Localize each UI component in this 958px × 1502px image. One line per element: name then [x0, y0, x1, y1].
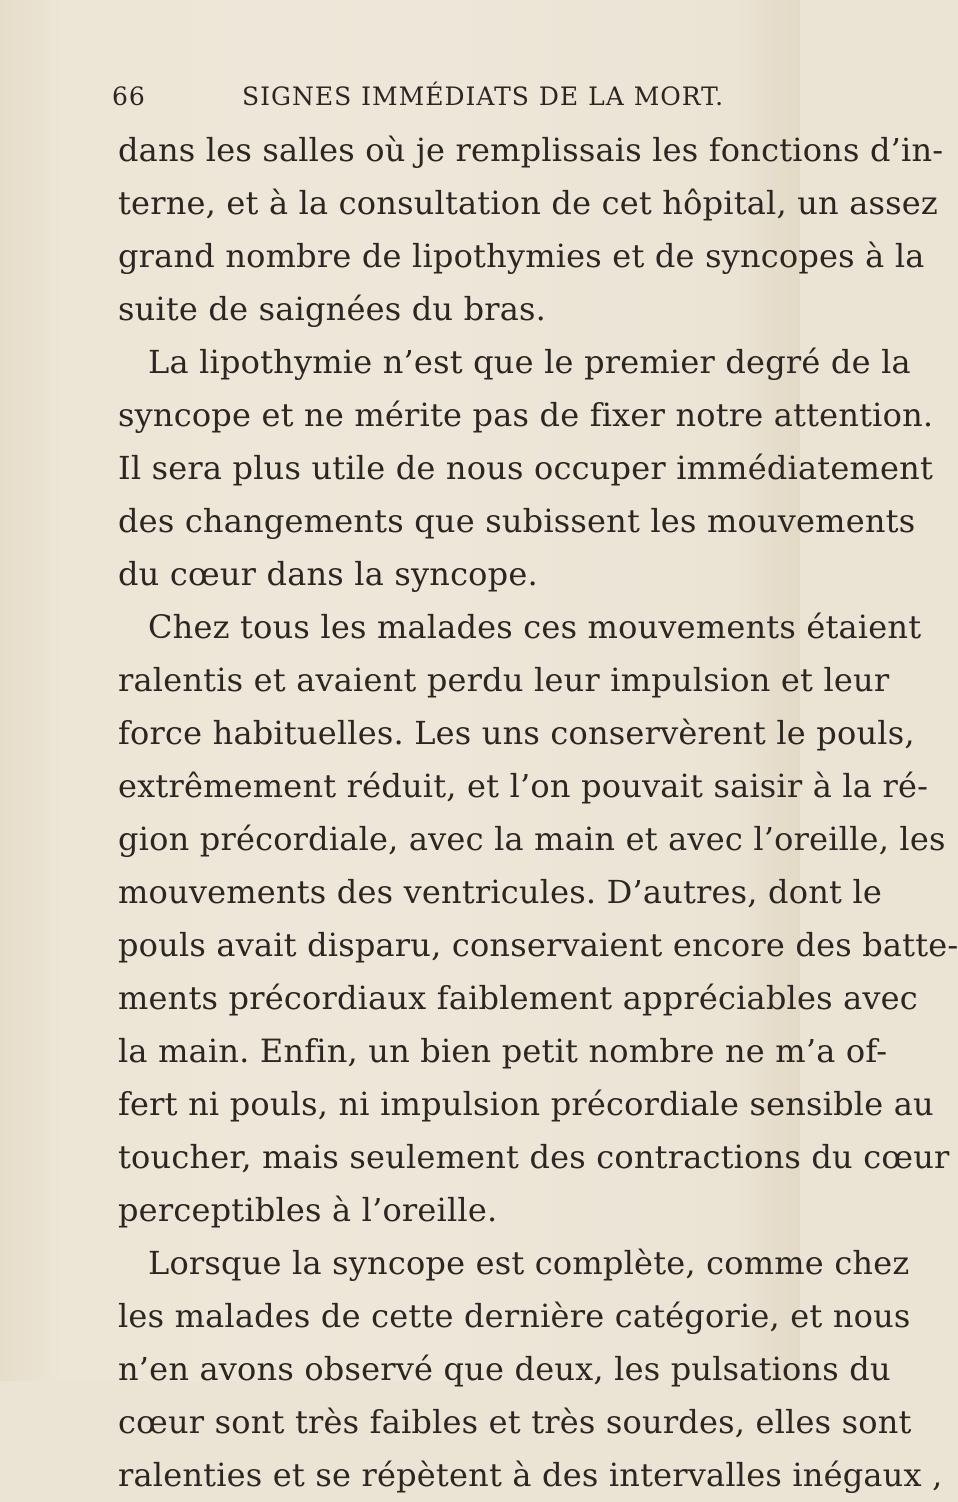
text-line: ralentis et avaient perdu leur impulsion et leur — [118, 661, 890, 699]
text-line: perceptibles à l’oreille. — [118, 1191, 498, 1229]
text-line: pouls avait disparu, conservaient encore des batte- — [118, 926, 958, 964]
text-line: fert ni pouls, ni impulsion précordiale sensible au — [118, 1085, 934, 1123]
text-line: des changements que subissent les mouvements — [118, 502, 916, 540]
text-line: ments précordiaux faiblement appréciables avec — [118, 979, 918, 1017]
text-line: mouvements des ventricules. D’autres, dont le — [118, 873, 883, 911]
text-line: du cœur dans la syncope. — [118, 555, 538, 593]
paragraph-start-line: La lipothymie n’est que le premier degré de la — [148, 343, 911, 381]
text-line: gion précordiale, avec la main et avec l’oreille, les — [118, 820, 946, 858]
paragraph-start-line: Lorsque la syncope est complète, comme chez — [148, 1244, 910, 1282]
text-line: n’en avons observé que deux, les pulsations du — [118, 1350, 891, 1388]
text-line: cœur sont très faibles et très sourdes, elles sont — [118, 1403, 912, 1441]
text-line: terne, et à la consultation de cet hôpital, un assez — [118, 184, 938, 222]
text-line: syncope et ne mérite pas de fixer notre attention. — [118, 396, 934, 434]
page-header — [112, 82, 732, 122]
text-line: toucher, mais seulement des contractions du cœur — [118, 1138, 950, 1176]
text-line: la main. Enfin, un bien petit nombre ne m’a of- — [118, 1032, 888, 1070]
text-line: dans les salles où je remplissais les fonctions d’in- — [118, 131, 944, 169]
text-line: grand nombre de lipothymies et de syncopes à la — [118, 237, 925, 275]
text-line: suite de saignées du bras. — [118, 290, 547, 328]
text-line: les malades de cette dernière catégorie, et nous — [118, 1297, 911, 1335]
text-line: extrêmement réduit, et l’on pouvait saisir à la ré- — [118, 767, 929, 805]
paragraph-start-line: Chez tous les malades ces mouvements étaient — [148, 608, 922, 646]
body-text — [118, 124, 958, 1502]
text-line: force habituelles. Les uns conservèrent le pouls, — [118, 714, 915, 752]
text-line: ralenties et se répètent à des intervalles inégaux , — [118, 1456, 943, 1494]
running-title: SIGNES IMMÉDIATS DE LA MORT. — [242, 82, 725, 111]
text-line: Il sera plus utile de nous occuper immédiatement — [118, 449, 934, 487]
page-number: 66 — [112, 82, 146, 111]
